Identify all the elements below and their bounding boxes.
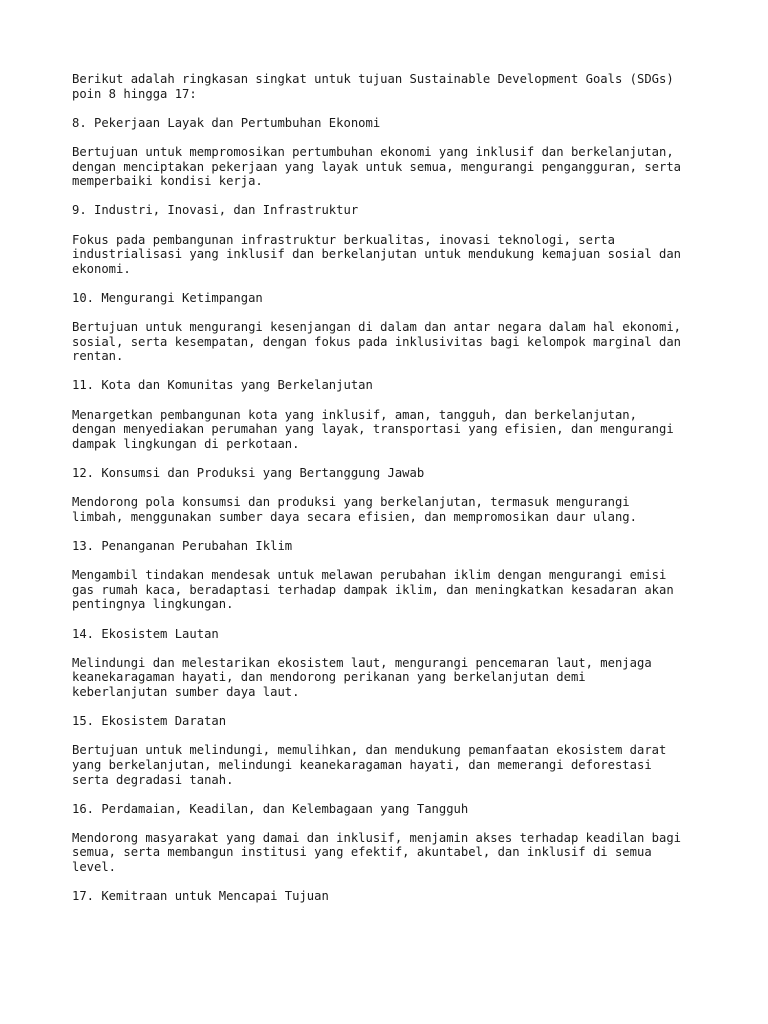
section-body-8: Bertujuan untuk mempromosikan pertumbuhan ekonomi yang inklusif dan berkelanjutan, dengan menciptakan pekerjaan yang layak untuk semua, mengurangi pengangguran, serta memperbaiki kondisi kerja. [72, 144, 682, 189]
section-heading-12: 12. Konsumsi dan Produksi yang Bertanggung Jawab [72, 466, 425, 481]
section-body-9: Fokus pada pembangunan infrastruktur berkualitas, inovasi teknologi, serta industrialisasi yang inklusif dan berkelanjutan untuk mendukung kemajuan sosial dan ekonomi. [72, 232, 682, 276]
section-heading-15: 15. Ekosistem Daratan [72, 714, 227, 729]
section-heading-10: 10. Mengurangi Ketimpangan [72, 290, 263, 305]
section-heading-13: 13. Penanganan Perubahan Iklim [72, 539, 293, 553]
section-body-11: Menargetkan pembangunan kota yang inklusif, aman, tangguh, dan berkelanjutan, dengan menyediakan perumahan yang layak, transportasi yang efisien, dan mengurangi dampak lingkungan di perkotaan. [72, 407, 674, 451]
section-body-15: Bertujuan untuk melindungi, memulihkan, dan mendukung pemanfaatan ekosistem darat yang berkelanjutan, melindungi keanekaragaman hayati, dan memerangi deforestasi serta degradasi tanah. [72, 743, 667, 787]
section-heading-9: 9. Industri, Inovasi, dan Infrastruktur [72, 203, 359, 218]
section-heading-8: 8. Pekerjaan Layak dan Pertumbuhan Ekonomi [72, 115, 381, 130]
intro-paragraph: Berikut adalah ringkasan singkat untuk tujuan Sustainable Development Goals (SDGs) poin 8 hingga 17: [72, 72, 674, 101]
section-heading-11: 11. Kota dan Komunitas yang Berkelanjutan [72, 378, 373, 393]
section-heading-17: 17. Kemitraan untuk Mencapai Tujuan [72, 889, 329, 904]
section-heading-14: 14. Ekosistem Lautan [72, 626, 219, 641]
section-body-13: Mengambil tindakan mendesak untuk melawan perubahan iklim dengan mengurangi emisi gas rumah kaca, beradaptasi terhadap dampak iklim, dan meningkatkan kesadaran akan pentingnya lingkungan. [72, 568, 674, 612]
section-body-10: Bertujuan untuk mengurangi kesenjangan di dalam dan antar negara dalam hal ekonomi, sosial, serta kesempatan, dengan fokus pada inklusivitas bagi kelompok marginal dan rentan. [72, 320, 682, 364]
section-heading-16: 16. Perdamaian, Keadilan, dan Kelembagaan yang Tangguh [72, 801, 469, 816]
document-page [72, 72, 712, 918]
section-body-12: Mendorong pola konsumsi dan produksi yang berkelanjutan, termasuk mengurangi limbah, menggunakan sumber daya secara efisien, dan mempromosikan daur ulang. [72, 495, 637, 524]
section-body-16: Mendorong masyarakat yang damai dan inklusif, menjamin akses terhadap keadilan bagi semua, serta membangun institusi yang efektif, akuntabel, dan inklusif di semua level. [72, 830, 682, 875]
section-body-14: Melindungi dan melestarikan ekosistem laut, mengurangi pencemaran laut, menjaga keanekaragaman hayati, dan mendorong perikanan yang berkelanjutan demi keberlanjutan sumber daya laut. [72, 655, 652, 699]
